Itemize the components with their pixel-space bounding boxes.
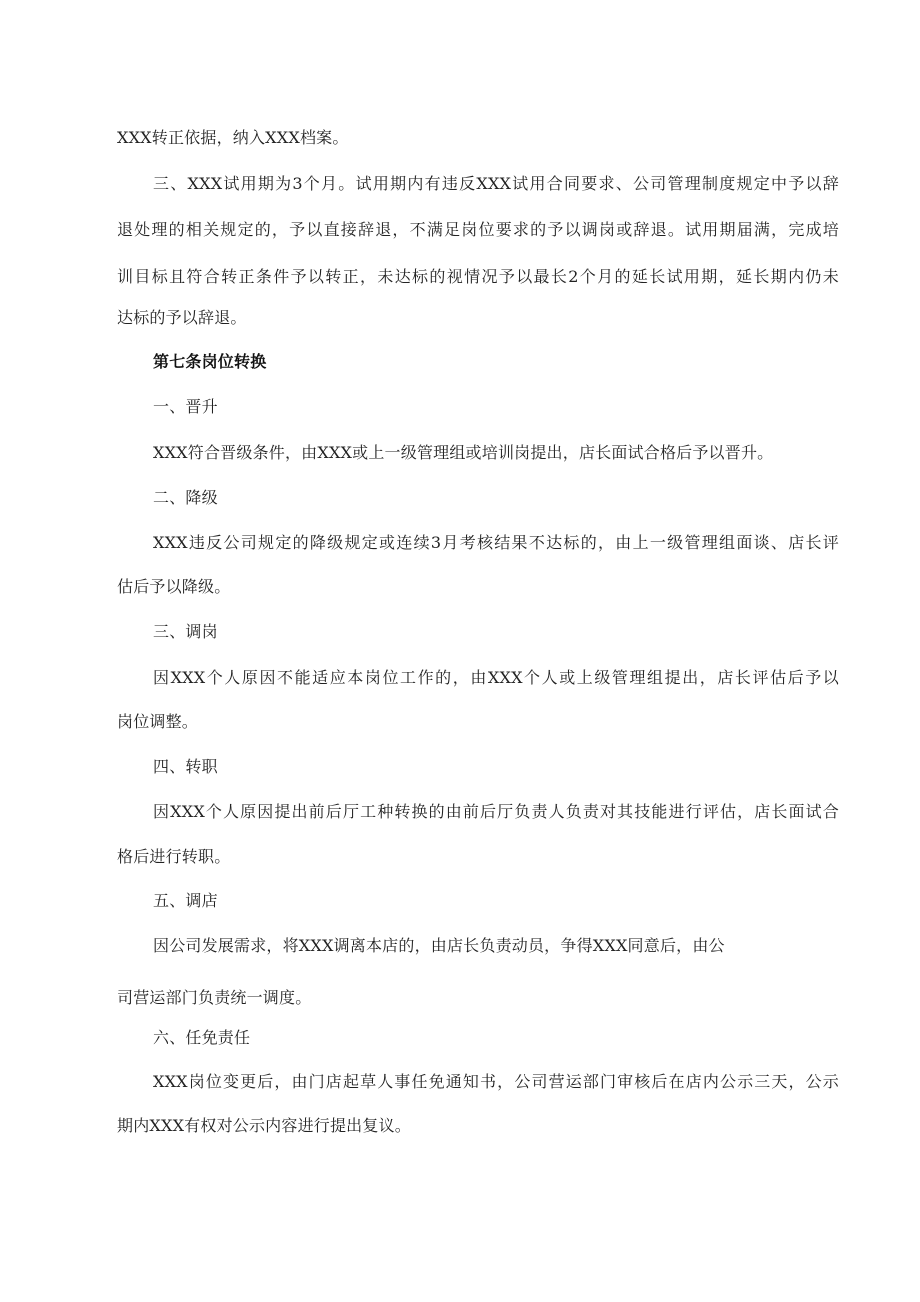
paragraph-line: 估后予以降级。: [117, 577, 231, 596]
section-heading: 第七条岗位转换: [153, 352, 267, 371]
paragraph-line: XXX符合晋级条件，由XXX或上一级管理组或培训岗提出，店长面试合格后予以晋升。: [153, 443, 774, 462]
paragraph-line: XXX转正依据，纳入XXX档案。: [117, 128, 349, 147]
paragraph-line: 因XXX个人原因不能适应本岗位工作的，由XXX个人或上级管理组提出，店长评估后予以: [153, 668, 839, 687]
subsection-title: 四、转职: [153, 757, 218, 776]
paragraph-line: 期内XXX有权对公示内容进行提出复议。: [117, 1116, 411, 1135]
paragraph-line: XXX违反公司规定的降级规定或连续3月考核结果不达标的，由上一级管理组面谈、店长评: [153, 533, 839, 552]
paragraph-line: 格后进行转职。: [117, 847, 231, 866]
subsection-title: 五、调店: [153, 891, 218, 910]
paragraph-line: 司营运部门负责统一调度。: [117, 988, 312, 1007]
paragraph-line: 因公司发展需求，将XXX调离本店的，由店长负责动员，争得XXX同意后，由公: [153, 936, 725, 955]
paragraph-line: 达标的予以辞退。: [117, 308, 247, 327]
paragraph-line: 因XXX个人原因提出前后厅工种转换的由前后厅负责人负责对其技能进行评估，店长面试合: [153, 802, 839, 821]
subsection-title: 六、任免责任: [153, 1028, 251, 1047]
subsection-title: 二、降级: [153, 488, 218, 507]
paragraph-line: 退处理的相关规定的，予以直接辞退，不满足岗位要求的予以调岗或辞退。试用期届满，完成培: [117, 220, 839, 239]
paragraph-line: 岗位调整。: [117, 712, 199, 731]
subsection-title: 三、调岗: [153, 622, 218, 641]
paragraph-line: 训目标且符合转正条件予以转正，未达标的视情况予以最长2个月的延长试用期，延长期内仍未: [117, 267, 839, 286]
paragraph-line: 三、XXX试用期为3个月。试用期内有违反XXX试用合同要求、公司管理制度规定中予以辞: [153, 174, 839, 193]
subsection-title: 一、晋升: [153, 397, 218, 416]
paragraph-line: XXX岗位变更后，由门店起草人事任免通知书，公司营运部门审核后在店内公示三天，公示: [153, 1072, 839, 1091]
